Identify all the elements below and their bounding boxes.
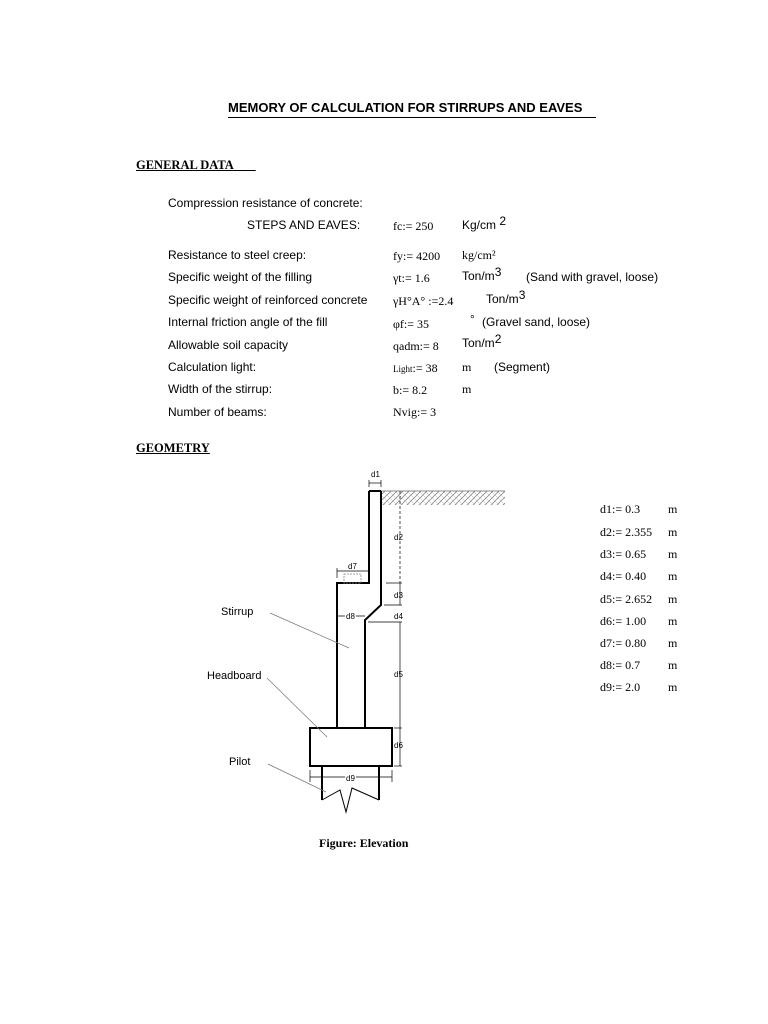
row-unit: m — [462, 360, 472, 374]
dim-tag-d3: d3 — [394, 591, 403, 600]
wall-right-edge — [365, 491, 381, 728]
dim-unit: m — [668, 569, 678, 583]
row-value: γt:= 1.6 — [393, 271, 430, 285]
row-label: Allowable soil capacity — [168, 338, 289, 352]
row-note: (Sand with gravel, loose) — [526, 270, 659, 284]
headboard-block — [310, 728, 392, 766]
row-value: Light:= 38 — [393, 361, 438, 375]
dim-value-d6: d6:= 1.00 — [600, 614, 647, 628]
row-value: qadm:= 8 — [393, 339, 439, 353]
dim-unit: m — [668, 614, 678, 628]
row-note: (Gravel sand, loose) — [482, 315, 591, 329]
row-value: φf:= 35 — [393, 317, 430, 331]
dim-tag-d9: d9 — [346, 774, 355, 783]
row-unit: kg/cm² — [462, 248, 496, 262]
dim-tag-d6: d6 — [394, 741, 403, 750]
stirrup-label: Stirrup — [221, 606, 254, 618]
dim-unit: m — [668, 547, 678, 561]
dim-value-d5: d5:= 2.652 — [600, 592, 653, 606]
row-value: b:= 8.2 — [393, 383, 428, 397]
dim-value-d7: d7:= 0.80 — [600, 636, 647, 650]
dim-value-d3: d3:= 0.65 — [600, 547, 647, 561]
soil-hatch — [381, 491, 505, 505]
row-note: (Segment) — [494, 360, 551, 374]
row-value: γH°A° :=2.4 — [393, 294, 454, 308]
row-label: Internal friction angle of the fill — [168, 315, 328, 329]
row-value: Nvig:= 3 — [393, 405, 437, 419]
row-value: fy:= 4200 — [393, 249, 441, 263]
pilot-label: Pilot — [229, 756, 251, 768]
pile-break-line — [322, 788, 379, 812]
row-label: Number of beams: — [168, 405, 267, 419]
dim-tag-d4: d4 — [394, 612, 403, 621]
figure-caption: Figure: Elevation — [319, 836, 409, 850]
dim-unit: m — [668, 592, 678, 606]
dim-value-d9: d9:= 2.0 — [600, 680, 641, 694]
row-unit: m — [462, 382, 472, 396]
dim-tag-d2: d2 — [394, 533, 403, 542]
compression-label: Compression resistance of concrete: — [168, 196, 363, 210]
dim-value-d4: d4:= 0.40 — [600, 569, 647, 583]
document-title: MEMORY OF CALCULATION FOR STIRRUPS AND EAVES — [228, 100, 583, 115]
row-unit: Ton/m2 — [462, 332, 502, 350]
dim-unit: m — [668, 525, 678, 539]
headboard-leader — [267, 678, 327, 737]
row-unit: Ton/m3 — [486, 288, 526, 306]
headboard-label: Headboard — [207, 670, 262, 682]
fc-value: fc:= 250 — [393, 219, 434, 233]
dim-tag-d8: d8 — [346, 612, 355, 621]
row-unit: Ton/m3 — [462, 265, 502, 283]
steps-label: STEPS AND EAVES: — [247, 218, 361, 232]
row-label: Resistance to steel creep: — [168, 248, 307, 262]
dim-tag-d1: d1 — [371, 470, 380, 479]
pilot-leader — [268, 764, 326, 792]
row-label: Width of the stirrup: — [168, 382, 273, 396]
dim-unit: m — [668, 636, 678, 650]
row-label: Specific weight of the filling — [168, 270, 313, 284]
row-label: Calculation light: — [168, 360, 257, 374]
geometry-heading: GEOMETRY — [136, 441, 210, 455]
dim-value-d8: d8:= 0.7 — [600, 658, 641, 672]
dim-unit: m — [668, 658, 678, 672]
row-label: Specific weight of reinforced concrete — [168, 293, 368, 307]
dim-tag-d7: d7 — [348, 562, 357, 571]
fc-unit: Kg/cm 2 — [462, 214, 507, 232]
dim-tag-d5: d5 — [394, 670, 403, 679]
general-data-heading: GENERAL DATA — [136, 158, 234, 172]
dim-unit: m — [668, 502, 678, 516]
dim-unit: m — [668, 680, 678, 694]
bearing-pad — [344, 574, 361, 583]
row-unit: ° — [470, 312, 475, 326]
dim-value-d2: d2:= 2.355 — [600, 525, 653, 539]
dim-value-d1: d1:= 0.3 — [600, 502, 641, 516]
